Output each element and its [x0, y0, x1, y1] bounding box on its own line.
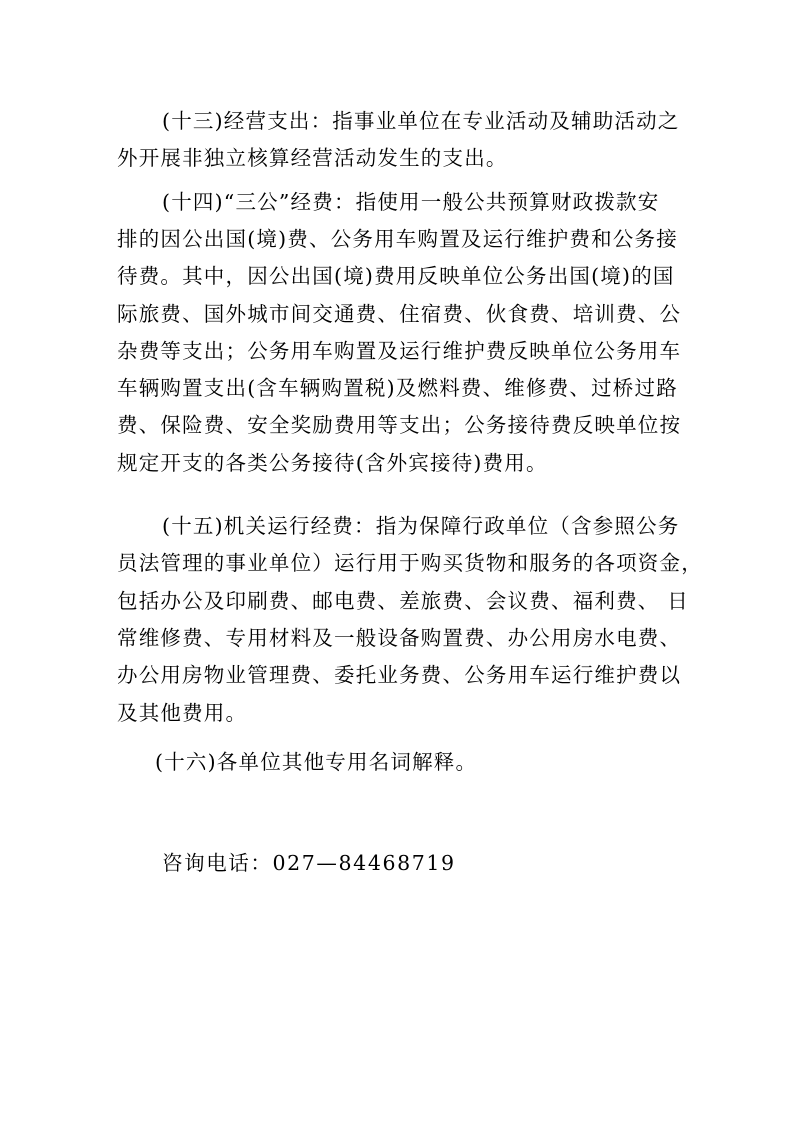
paragraph-14-line-1: (十四)“三公”经费：指使用一般公共预算财政拨款安	[162, 190, 660, 214]
paragraph-13-line-2: 外开展非独立核算经营活动发生的支出。	[117, 146, 508, 170]
paragraph-14-line-6: 车辆购置支出(含车辆购置税)及燃料费、维修费、过桥过路	[117, 376, 678, 400]
paragraph-15-line-3: 包括办公及印刷费、邮电费、差旅费、会议费、福利费、 日	[117, 589, 689, 613]
paragraph-15-line-5: 办公用房物业管理费、委托业务费、公务用车运行维护费以	[117, 663, 682, 687]
paragraph-14-line-8: 规定开支的各类公务接待(含外宾接待)费用。	[117, 451, 548, 475]
paragraph-14-line-7: 费、保险费、安全奖励费用等支出；公务接待费反映单位按	[117, 413, 682, 437]
paragraph-14-line-3: 待费。其中，因公出国(境)费用反映单位公务出国(境)的国	[117, 264, 675, 288]
paragraph-14-line-4: 际旅费、国外城市间交通费、住宿费、伙食费、培训费、公	[117, 302, 682, 326]
paragraph-15-line-2: 员法管理的事业单位）运行用于购买货物和服务的各项资金，	[117, 551, 703, 575]
paragraph-15-line-4: 常维修费、专用材料及一般设备购置费、办公用房水电费、	[117, 626, 682, 650]
paragraph-13-line-1: (十三)经营支出：指事业单位在专业活动及辅助活动之	[162, 109, 680, 133]
paragraph-15-line-6: 及其他费用。	[117, 701, 248, 725]
contact-phone: 咨询电话：027—84468719	[162, 851, 456, 875]
paragraph-16-line-1: (十六)各单位其他专用名词解释。	[155, 750, 478, 774]
paragraph-14-line-2: 排的因公出国(境)费、公务用车购置及运行维护费和公务接	[117, 227, 678, 251]
paragraph-14-line-5: 杂费等支出；公务用车购置及运行维护费反映单位公务用车	[117, 339, 682, 363]
paragraph-15-line-1: (十五)机关运行经费：指为保障行政单位（含参照公务	[162, 514, 680, 538]
